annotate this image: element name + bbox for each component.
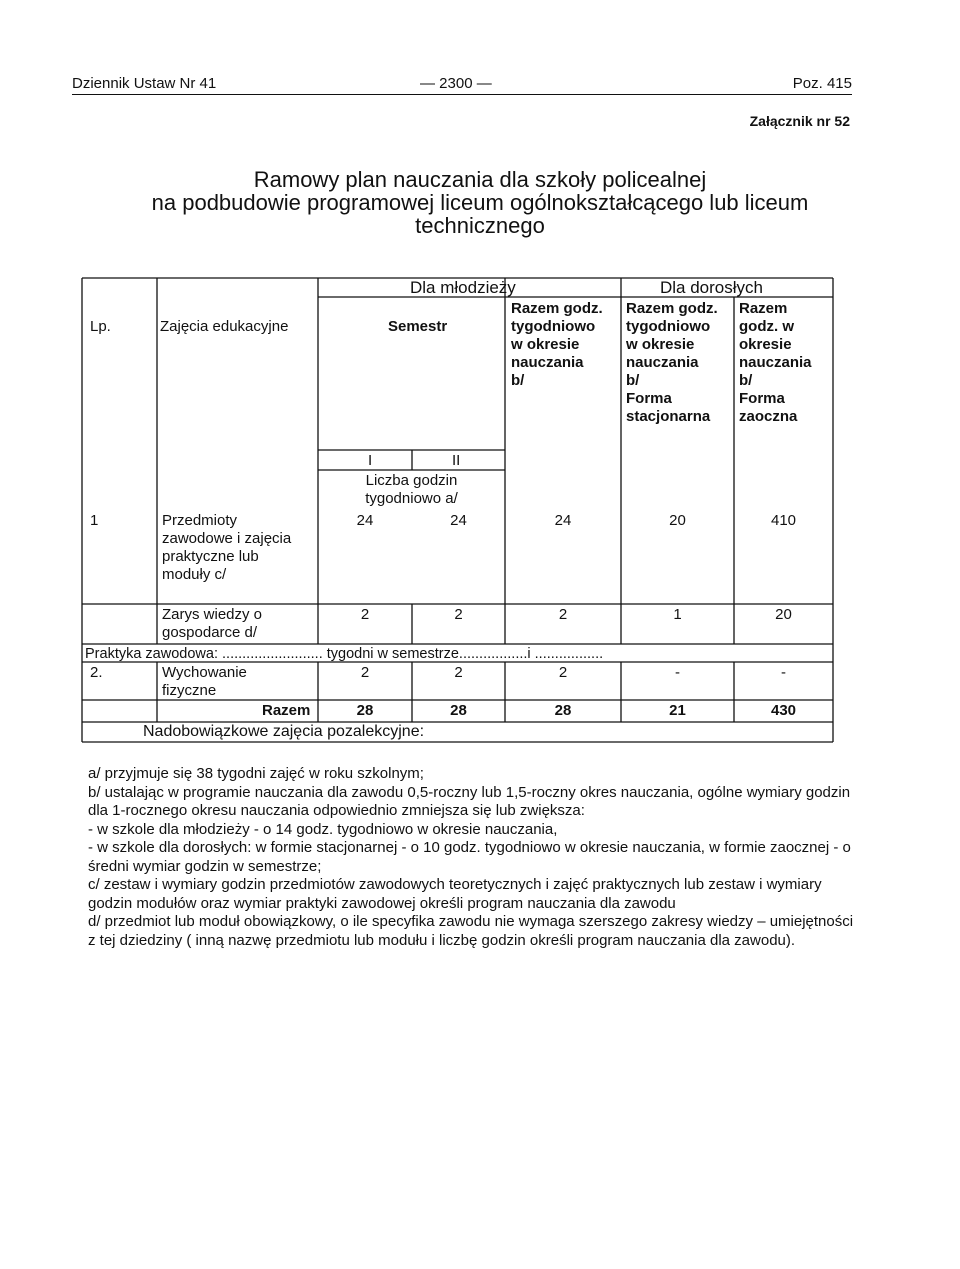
row-1-subject: Przedmioty zawodowe i zajęcia praktyczne lub moduły c/ — [162, 512, 292, 583]
row-1-total-stationary: 20 — [669, 512, 686, 529]
header-subject: Zajęcia edukacyjne — [160, 318, 289, 335]
footnote-d: d/ przedmiot lub moduł obowiązkowy, o ile specyfika zawodu nie wymaga szerszego zakresy wiedzy – umiejętności z tej dziedziny ( inną nazwę przedmiotu lub modułu i liczbę godzin określi program nauczania dla zawodu). — [88, 913, 854, 949]
row-3-total-youth: 2 — [558, 664, 568, 681]
row-3-sem2: 2 — [454, 664, 463, 681]
annex-label: Załącznik nr 52 — [749, 113, 850, 129]
footnote-b-youth: - w szkole dla młodzieży - o 14 godz. tygodniowo w okresie nauczania, — [88, 820, 558, 838]
row-2-total-youth: 2 — [558, 606, 568, 623]
footnote-c: c/ zestaw i wymiary godzin przedmiotów zawodowych teoretycznych i zajęć praktycznych lub zestaw i wymiary godzin modułów oraz wymiar praktyki zawodowej określi program nauczania dla zawodu — [88, 876, 822, 912]
header-semester: Semestr — [388, 318, 448, 335]
row-1-total-extramural: 410 — [770, 512, 797, 529]
doc-title-line-3: technicznego — [415, 213, 545, 238]
row-3-total-stationary: - — [675, 664, 680, 681]
row-2-total-extramural: 20 — [775, 606, 792, 623]
semester-2-label: II — [452, 452, 461, 469]
row-3-total-extramural: - — [781, 664, 786, 681]
practice-line: Praktyka zawodowa: ......................... tygodni w semestrze.................i ................. — [85, 646, 604, 662]
header-total-extramural: Razem godz. w okresie nauczania b/ Forma zaoczna — [739, 300, 812, 425]
position-number: Poz. 415 — [792, 75, 852, 92]
doc-title-line-1: Ramowy plan nauczania dla szkoły policealnej — [253, 167, 707, 192]
row-1-sem2: 24 — [450, 512, 467, 529]
doc-title-line-2: na podbudowie programowej liceum ogólnokształcącego lub liceum — [151, 190, 809, 215]
row-2-sem2: 2 — [454, 606, 463, 623]
total-label: Razem — [262, 702, 311, 719]
page-number: — 2300 — — [420, 75, 492, 92]
row-2-sem1: 2 — [360, 606, 370, 623]
header-total-stationary: Razem godz. tygodniowo w okresie nauczania b/ Forma stacjonarna — [626, 300, 718, 425]
row-3-subject: Wychowanie fizyczne — [162, 664, 247, 699]
total-extramural: 430 — [770, 702, 797, 719]
footnote-b-adults: - w szkole dla dorosłych: w formie stacjonarnej - o 10 godz. tygodniowo w okresie nauczania, w formie zaocznej - o średni wymiar godzin w semestrze; — [88, 839, 851, 875]
total-stationary: 21 — [669, 702, 686, 719]
row-1-sem1: 24 — [356, 512, 374, 529]
optional-activities-line: Nadobowiązkowe zajęcia pozalekcyjne: — [143, 723, 425, 740]
row-1-total-youth: 24 — [554, 512, 572, 529]
header-group-youth: Dla młodzieży — [410, 278, 516, 297]
header-total-youth: Razem godz. tygodniowo w okresie nauczania b/ — [511, 300, 603, 389]
row-2-subject: Zarys wiedzy o gospodarce d/ — [162, 606, 263, 641]
header-lp: Lp. — [90, 318, 111, 335]
header-group-adults: Dla dorosłych — [660, 278, 763, 297]
row-1-lp: 1 — [90, 512, 99, 529]
footnote-b: b/ ustalając w programie nauczania dla zawodu 0,5-roczny lub 1,5-roczny okres nauczania, ogólne wymiary godzin dla 1-rocznego okresu nauczania odpowiednio zmniejsza się lub zwiększa: — [88, 783, 851, 819]
footnotes — [88, 765, 858, 950]
row-3-sem1: 2 — [360, 664, 370, 681]
total-youth: 28 — [554, 702, 572, 719]
hours-label: Liczba godzin tygodniowo a/ — [365, 472, 458, 507]
total-sem1: 28 — [356, 702, 374, 719]
semester-1-label: I — [368, 452, 373, 469]
row-2-total-stationary: 1 — [673, 606, 682, 623]
row-3-lp: 2. — [90, 664, 103, 681]
total-sem2: 28 — [450, 702, 467, 719]
footnote-a: a/ przyjmuje się 38 tygodni zajęć w roku szkolnym; — [88, 765, 424, 782]
journal-name: Dziennik Ustaw Nr 41 — [72, 75, 217, 92]
